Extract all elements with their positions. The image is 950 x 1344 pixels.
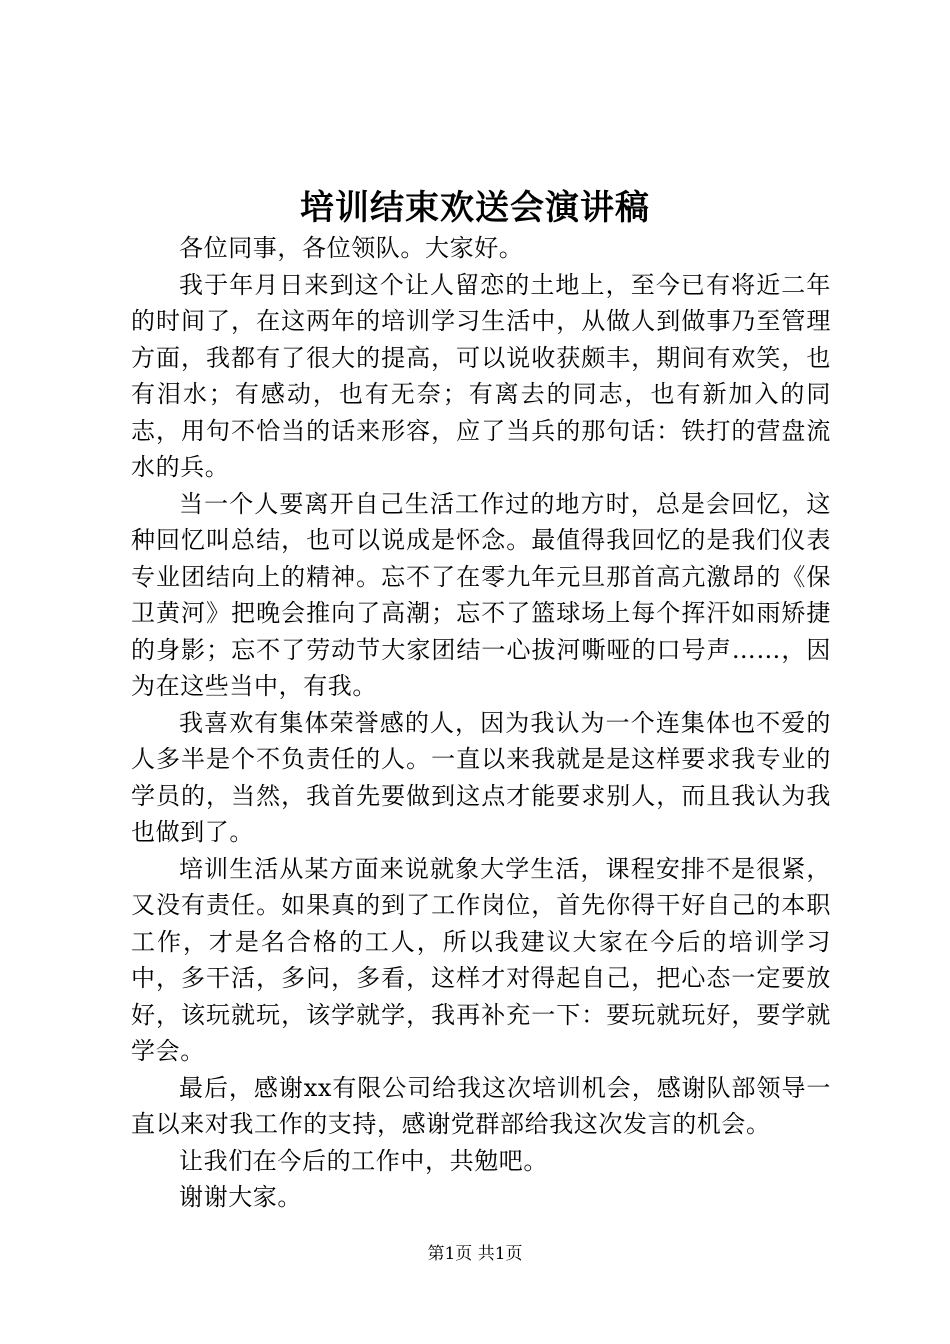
paragraph-training-life: 培训生活从某方面来说就象大学生活，课程安排不是很紧，又没有责任。如果真的到了工作岗位，首先你得干好自己的本职工作，才是名合格的工人，所以我建议大家在今后的培训学习中，多干活，多问，多看，这样才对得起自己，把心态一定要放好，该玩就玩，该学就学，我再补充一下：要玩就玩好，要学就学会。 — [131, 854, 831, 1065]
paragraph-memories: 当一个人要离开自己生活工作过的地方时，总是会回忆，这种回忆叫总结，也可以说成是怀念。最值得我回忆的是我们仪表专业团结向上的精神。忘不了在零九年元旦那首高亢激昂的《保卫黄河》把晚会推向了高潮；忘不了篮球场上每个挥汗如雨矫捷的身影；忘不了劳动节大家团结一心拔河嘶哑的口号声……，因为在这些当中，有我。 — [131, 489, 831, 700]
paragraph-greeting: 各位同事，各位领队。大家好。 — [179, 234, 524, 262]
paragraph-arrival: 我于年月日来到这个让人留恋的土地上，至今已有将近二年的时间了，在这两年的培训学习生活中，从做人到做事乃至管理方面，我都有了很大的提高，可以说收获颇丰，期间有欢笑，也有泪水；有感动，也有无奈；有离去的同志，也有新加入的同志，用句不恰当的话来形容，应了当兵的那句话：铁打的营盘流水的兵。 — [131, 270, 831, 481]
paragraph-thanks: 最后，感谢xx有限公司给我这次培训机会，感谢队部领导一直以来对我工作的支持，感谢党群部给我这次发言的机会。 — [131, 1073, 831, 1138]
paragraph-closing: 谢谢大家。 — [179, 1183, 302, 1211]
paragraph-encouragement: 让我们在今后的工作中，共勉吧。 — [179, 1146, 548, 1175]
page-number-footer: 第1页 共1页 — [427, 1244, 523, 1264]
document-body — [131, 230, 831, 1216]
document-title: 培训结束欢送会演讲稿 — [300, 188, 650, 228]
paragraph-collective-honor: 我喜欢有集体荣誉感的人，因为我认为一个连集体也不爱的人多半是个不负责任的人。一直以来我就是是这样要求我专业的学员的，当然，我首先要做到这点才能要求别人，而且我认为我也做到了。 — [131, 708, 831, 846]
